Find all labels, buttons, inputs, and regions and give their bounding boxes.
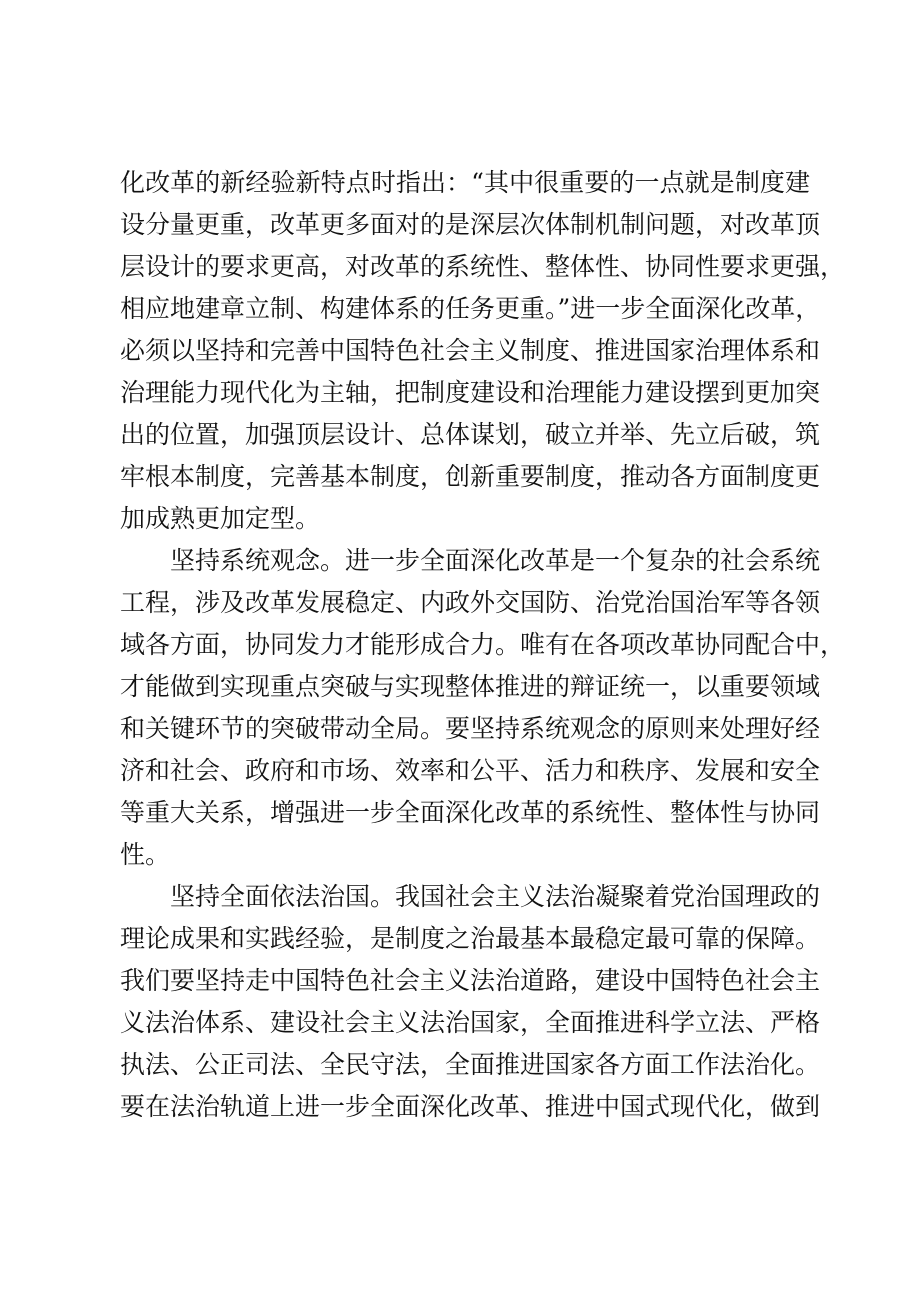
text-line: 加成熟更加定型。	[120, 504, 321, 533]
text-line: 执法、公正司法、全民守法，全面推进国家各方面工作法治化。	[120, 1050, 821, 1079]
text-line: 必须以坚持和完善中国特色社会主义制度、推进国家治理体系和	[120, 336, 821, 365]
text-line: 域各方面，协同发力才能形成合力。唯有在各项改革协同配合中，	[120, 630, 846, 659]
text-line: 层设计的要求更高，对改革的系统性、整体性、协同性要求更强，	[120, 252, 846, 281]
text-line: 出的位置，加强顶层设计、总体谋划，破立并举、先立后破，筑	[120, 420, 821, 449]
text-line: 理论成果和实践经验，是制度之治最基本最稳定最可靠的保障。	[120, 924, 821, 953]
text-line: 化改革的新经验新特点时指出：“其中很重要的一点就是制度建	[120, 168, 810, 197]
text-line: 坚持全面依法治国。我国社会主义法治凝聚着党治国理政的	[170, 882, 821, 911]
text-line: 性。	[120, 840, 171, 869]
text-line: 济和社会、政府和市场、效率和公平、活力和秩序、发展和安全	[120, 756, 821, 785]
body-text	[120, 162, 846, 1128]
paragraph-institution-building	[120, 162, 846, 540]
text-line: 我们要坚持走中国特色社会主义法治道路，建设中国特色社会主	[120, 966, 821, 995]
text-line: 工程，涉及改革发展稳定、内政外交国防、治党治国治军等各领	[120, 588, 821, 617]
text-line: 设分量更重，改革更多面对的是深层次体制机制问题，对改革顶	[120, 210, 821, 239]
text-line: 和关键环节的突破带动全局。要坚持系统观念的原则来处理好经	[120, 714, 821, 743]
text-line: 等重大关系，增强进一步全面深化改革的系统性、整体性与协同	[120, 798, 821, 827]
text-line: 治理能力现代化为主轴，把制度建设和治理能力建设摆到更加突	[120, 378, 821, 407]
text-line: 牢根本制度，完善基本制度，创新重要制度，推动各方面制度更	[120, 462, 821, 491]
text-line: 坚持系统观念。进一步全面深化改革是一个复杂的社会系统	[170, 546, 821, 575]
paragraph-systems-thinking	[120, 540, 846, 876]
text-line: 义法治体系、建设社会主义法治国家，全面推进科学立法、严格	[120, 1008, 821, 1037]
text-line: 才能做到实现重点突破与实现整体推进的辩证统一，以重要领域	[120, 672, 821, 701]
text-line: 相应地建章立制、构建体系的任务更重。”进一步全面深化改革，	[120, 294, 821, 323]
paragraph-rule-of-law	[120, 876, 821, 1128]
text-line: 要在法治轨道上进一步全面深化改革、推进中国式现代化，做到	[120, 1092, 821, 1121]
